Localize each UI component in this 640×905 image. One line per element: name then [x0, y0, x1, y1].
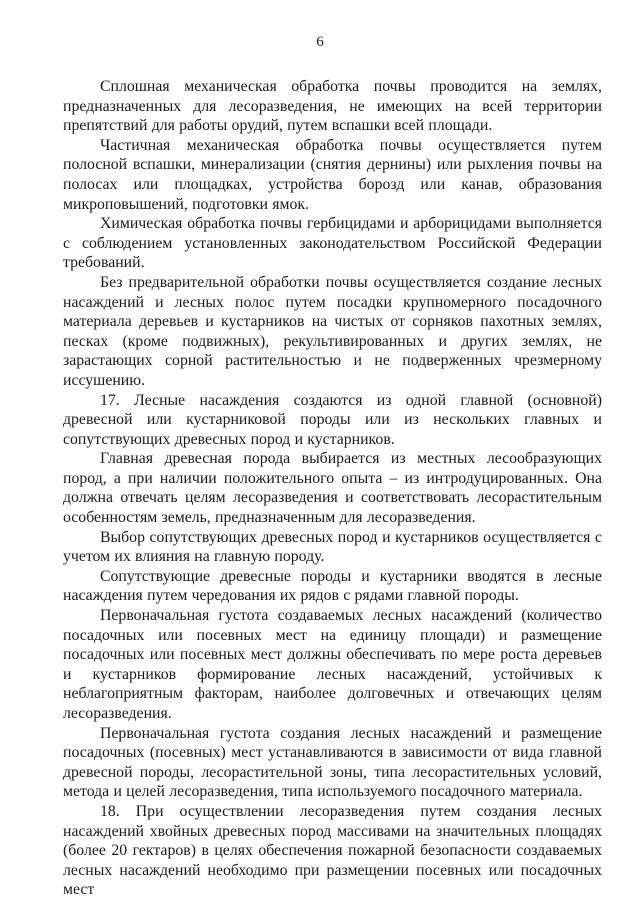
paragraph: Частичная механическая обработка почвы осуществляется путем полосной вспашки, минерализации (снятия дернины) или рыхления почвы на полосах или площадках, устройства борозд или канав, образования микроповышений, подготовки ямок.: [63, 136, 602, 213]
paragraph-item-18: 18. При осуществлении лесоразведения путем создания лесных насаждений хвойных древесных пород массивами на значительных площадях (более 20 гектаров) в целях обеспечения пожарной безопасности создаваемых лесных насаждений необходимо при размещении посевных или посадочных мест: [63, 802, 602, 899]
paragraph: Сопутствующие древесные породы и кустарники вводятся в лесные насаждения путем чередования их рядов с рядами главной породы.: [63, 567, 602, 605]
paragraph: Выбор сопутствующих древесных пород и кустарников осуществляется с учетом их влияния на главную породу.: [63, 528, 602, 566]
paragraph: Без предварительной обработки почвы осуществляется создание лесных насаждений и лесных полос путем посадки крупномерного посадочного материала деревьев и кустарников на чистых от сорняков пахотных землях, песках (кроме подвижных), рекультивированных и других землях, не зарастающих сорной растительностью и не подверженных чрезмерному иссушению.: [63, 273, 602, 389]
document-body: [63, 77, 602, 900]
page-number: 6: [316, 34, 324, 50]
paragraph: Главная древесная порода выбирается из местных лесообразующих пород, а при наличии положительного опыта – из интродуцированных. Она должна отвечать целям лесоразведения и соответствовать лесорастительным особенностям земель, предназначенным для лесоразведения.: [63, 450, 602, 527]
paragraph-item-17: 17. Лесные насаждения создаются из одной главной (основной) древесной или кустарниковой породы или из нескольких главных и сопутствующих древесных пород и кустарников.: [63, 391, 602, 448]
paragraph: Химическая обработка почвы гербицидами и арборицидами выполняется с соблюдением установленных законодательством Российской Федерации требований.: [63, 215, 602, 272]
paragraph: Первоначальная густота создания лесных насаждений и размещение посадочных (посевных) мест устанавливаются в зависимости от вида главной древесной породы, лесорастительной зоны, типа лесорастительных условий, метода и целей лесоразведения, типа используемого посадочного материала.: [63, 724, 602, 801]
paragraph: Первоначальная густота создаваемых лесных насаждений (количество посадочных или посевных мест на единицу площади) и размещение посадочных или посевных мест должны обеспечивать по мере роста деревьев и кустарников формирование лесных насаждений, устойчивых к неблагоприятным факторам, наиболее долговечных и отвечающих целям лесоразведения.: [63, 607, 602, 722]
paragraph: Сплошная механическая обработка почвы проводится на землях, предназначенных для лесоразведения, не имеющих на всей территории препятствий для работы орудий, путем вспашки всей площади.: [63, 78, 602, 135]
